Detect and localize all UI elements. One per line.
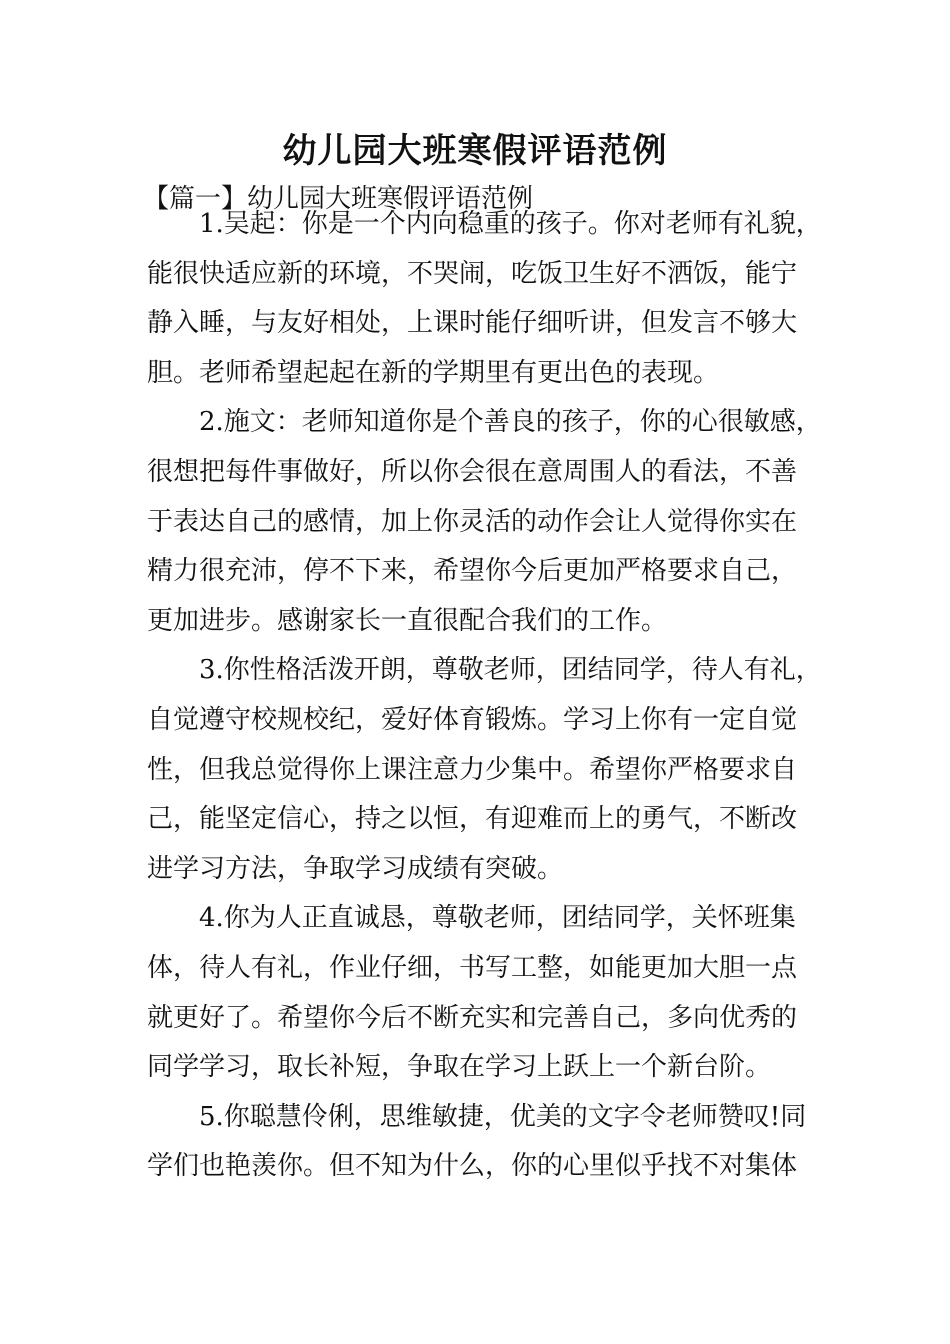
- comment-paragraph-4: [147, 894, 827, 1092]
- paragraph-line: 性，但我总觉得你上课注意力少集中。希望你严格要求自: [147, 754, 798, 785]
- paragraph-line: 于表达自己的感情，加上你灵活的动作会让人觉得你实在: [147, 506, 798, 537]
- paragraph-line: 3.你性格活泼开朗，尊敬老师，团结同学，待人有礼，: [199, 655, 822, 686]
- paragraph-line: 静入睡，与友好相处，上课时能仔细听讲，但发言不够大: [147, 308, 798, 339]
- comment-paragraph-2: [147, 398, 827, 646]
- paragraph-line: 就更好了。希望你今后不断充实和完善自己，多向优秀的: [147, 1002, 798, 1033]
- paragraph-line: 很想把每件事做好，所以你会很在意周围人的看法，不善: [147, 456, 798, 487]
- paragraph-line: 体，待人有礼，作业仔细，书写工整，如能更加大胆一点: [147, 952, 798, 983]
- section-heading: 【篇一】幼儿园大班寒假评语范例: [143, 184, 534, 214]
- document-title: 幼儿园大班寒假评语范例: [282, 131, 668, 171]
- paragraph-line: 胆。老师希望起起在新的学期里有更出色的表现。: [147, 357, 720, 388]
- paragraph-line: 同学学习，取长补短，争取在学习上跃上一个新台阶。: [147, 1052, 772, 1083]
- paragraph-line: 进学习方法，争取学习成绩有突破。: [147, 853, 564, 884]
- comment-paragraph-1: [147, 200, 827, 398]
- paragraph-line: 4.你为人正直诚恳，尊敬老师，团结同学，关怀班集: [199, 903, 796, 934]
- paragraph-line: 2.施文：老师知道你是个善良的孩子，你的心很敏感，: [199, 407, 822, 438]
- paragraph-line: 能很快适应新的环境，不哭闹，吃饭卫生好不洒饭，能宁: [147, 258, 798, 289]
- paragraph-line: 5.你聪慧伶俐，思维敏捷，优美的文字令老师赞叹!同: [199, 1101, 807, 1132]
- paragraph-line: 己，能坚定信心，持之以恒，有迎难而上的勇气，不断改: [147, 804, 798, 835]
- comment-paragraph-3: [147, 646, 827, 894]
- comment-paragraph-5: [147, 1093, 827, 1192]
- paragraph-line: 1.吴起：你是一个内向稳重的孩子。你对老师有礼貌，: [199, 209, 822, 239]
- document-body: [147, 200, 827, 1192]
- paragraph-line: 更加进步。感谢家长一直很配合我们的工作。: [147, 605, 668, 636]
- paragraph-line: 自觉遵守校规校纪，爱好体育锻炼。学习上你有一定自觉: [147, 704, 798, 735]
- paragraph-line: 学们也艳羡你。但不知为什么，你的心里似乎找不对集体: [147, 1151, 798, 1182]
- paragraph-line: 精力很充沛，停不下来，希望你今后更加严格要求自己，: [147, 556, 798, 587]
